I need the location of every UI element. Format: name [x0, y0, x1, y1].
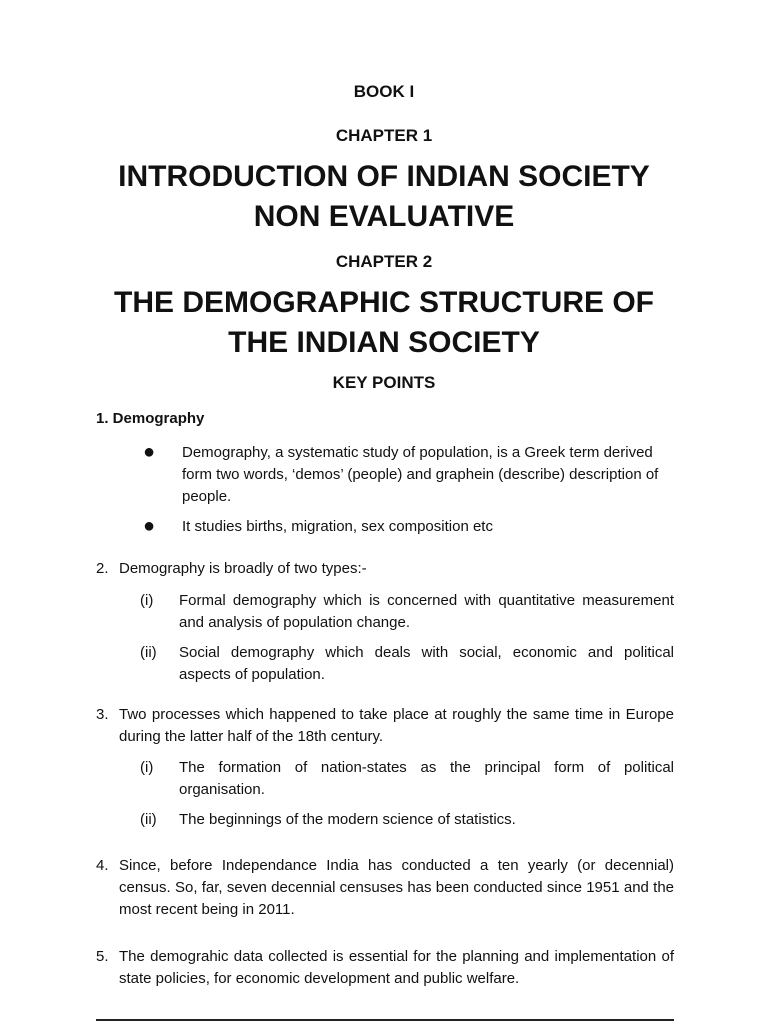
- item-text: Two processes which happened to take place at roughly the same time in Europe during the latter half of the 18th century.: [119, 706, 674, 745]
- book-heading: BOOK I: [353, 82, 415, 101]
- sub-item: [140, 642, 674, 686]
- sub-item-text: The beginnings of the modern science of statistics.: [179, 811, 516, 828]
- numbered-item-5: [96, 946, 674, 1012]
- item-text: The demograhic data collected is essential for the planning and implementation of state policies, for economic development and public welfare.: [119, 948, 674, 987]
- item-number: 3.: [96, 706, 109, 723]
- numbered-item-3: [96, 704, 674, 748]
- sub-item-number: (i): [140, 592, 154, 609]
- bullet-item: [143, 442, 673, 508]
- bullet-icon: ●: [143, 441, 156, 463]
- chapter-1-label: CHAPTER 1: [335, 126, 433, 145]
- section-1-heading: 1. Demography: [96, 410, 205, 427]
- chapter-1-title-line-1: INTRODUCTION OF INDIAN SOCIETY: [118, 160, 650, 193]
- item-text: Demography is broadly of two types:-: [119, 560, 367, 577]
- chapter-2-title-line-2: THE INDIAN SOCIETY: [228, 326, 540, 359]
- sub-item-text: Social demography which deals with social, economic and political aspects of population.: [179, 644, 674, 683]
- sub-item: [140, 590, 674, 634]
- item-text: Since, before Independance India has conducted a ten yearly (or decennial) census. So, far, seven decennial censuses has been conducted since 1951 and the most recent being in 2011.: [119, 857, 674, 918]
- sub-item: [140, 809, 674, 831]
- item-number: 4.: [96, 857, 109, 874]
- sub-item-number: (ii): [140, 644, 157, 661]
- sub-item-number: (i): [140, 759, 154, 776]
- sub-item: [140, 757, 674, 801]
- bullet-text: Demography, a systematic study of population, is a Greek term derived form two words, ‘demos’ (people) and graphein (describe) description of people.: [182, 444, 659, 505]
- chapter-1-title: [0, 157, 768, 237]
- key-points-heading: KEY POINTS: [332, 373, 436, 392]
- chapter-2-label: CHAPTER 2: [335, 252, 433, 271]
- chapter-2-title: [0, 283, 768, 363]
- bullet-item: [143, 516, 673, 538]
- chapter-1-title-line-2: NON EVALUATIVE: [253, 200, 515, 233]
- chapter-2-title-line-1: THE DEMOGRAPHIC STRUCTURE OF: [114, 286, 654, 319]
- footer-rule: [96, 1019, 674, 1021]
- bullet-icon: ●: [143, 515, 156, 537]
- sub-item-text: The formation of nation-states as the principal form of political organisation.: [179, 759, 674, 798]
- numbered-item-2: [96, 558, 674, 580]
- item-number: 5.: [96, 948, 109, 965]
- sub-item-number: (ii): [140, 811, 157, 828]
- item-number: 2.: [96, 560, 109, 577]
- bullet-text: It studies births, migration, sex composition etc: [182, 518, 493, 535]
- sub-item-text: Formal demography which is concerned with quantitative measurement and analysis of population change.: [179, 592, 674, 631]
- numbered-item-4: [96, 855, 674, 921]
